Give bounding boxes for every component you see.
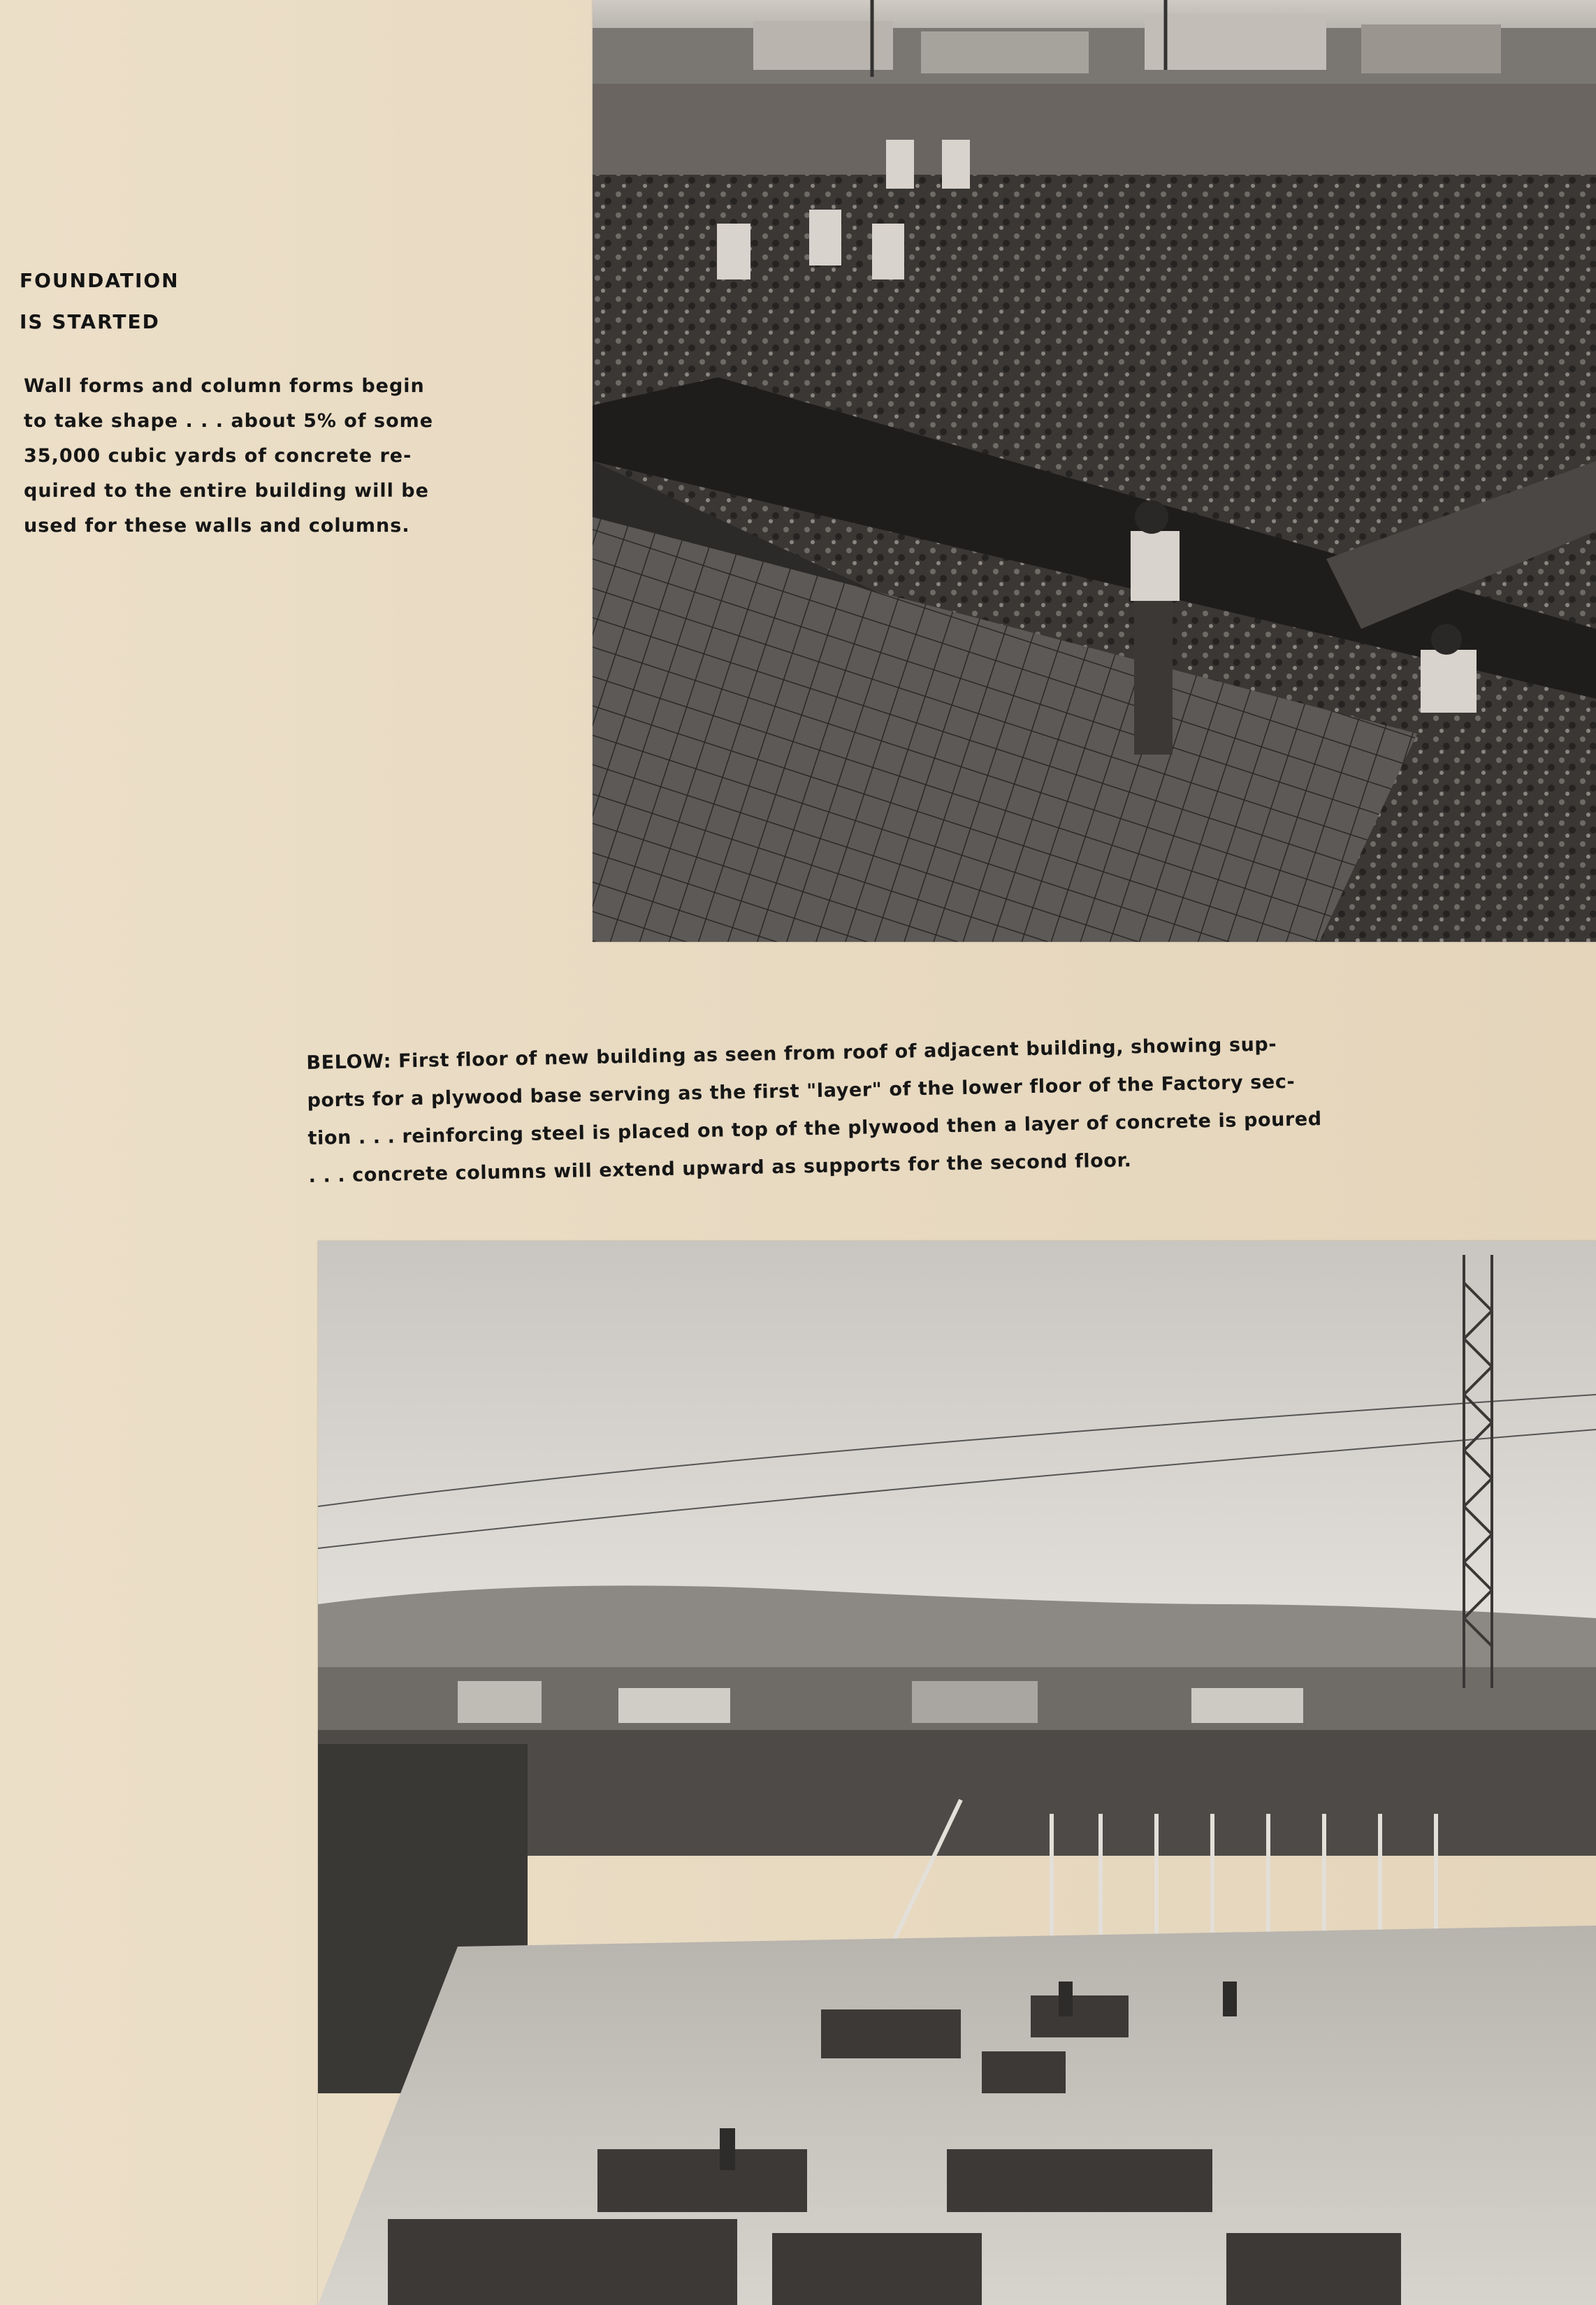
caption-line-2: ports for a plywood base serving as the first "layer" of the lower floor of the Factory sec-	[307, 1070, 1296, 1112]
intro-paragraph	[24, 369, 443, 544]
intro-line-4: quired to the entire building will be	[24, 480, 429, 502]
foundation-excavation-photo	[593, 0, 1596, 942]
heading-line-1: FOUNDATION	[20, 269, 180, 292]
caption-line-4: . . . concrete columns will extend upward as supports for the second floor.	[308, 1149, 1132, 1187]
intro-line-5: used for these walls and columns.	[24, 515, 410, 537]
intro-line-3: 35,000 cubic yards of concrete re-	[24, 445, 412, 467]
heading-line-2: IS STARTED	[20, 310, 160, 333]
first-floor-construction-photo	[318, 1241, 1596, 2305]
photo-caption	[306, 1024, 1399, 1195]
intro-line-1: Wall forms and column forms begin	[24, 375, 425, 397]
section-heading	[20, 260, 299, 342]
intro-line-2: to take shape . . . about 5% of some	[24, 410, 434, 432]
caption-line-1: BELOW: First floor of new building as seen from roof of adjacent building, showing sup-	[306, 1033, 1277, 1074]
caption-line-3: tion . . . reinforcing steel is placed on top of the plywood then a layer of concrete is poured	[307, 1108, 1322, 1149]
